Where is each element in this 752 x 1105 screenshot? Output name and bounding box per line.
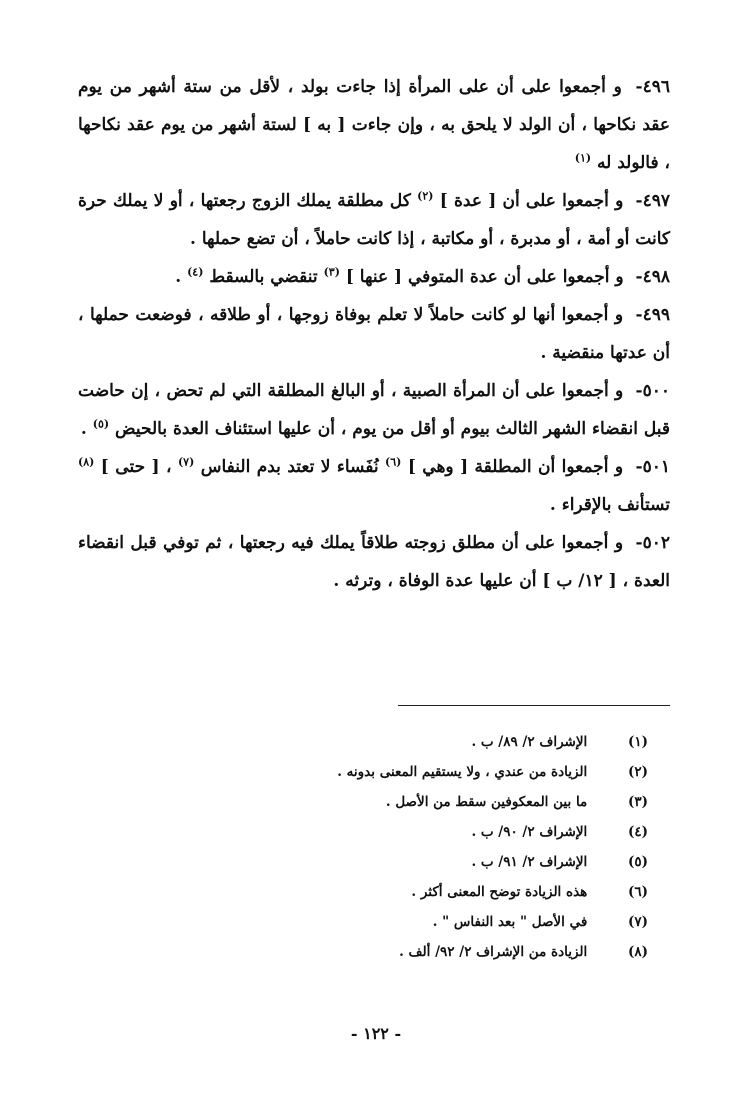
entry-text: و أجمعوا أن المطلقة [ وهي ] xyxy=(407,457,624,477)
footnote-number: (٧) xyxy=(627,914,648,930)
entry-501 xyxy=(78,448,670,524)
entry-496 xyxy=(78,68,670,182)
entry-text: ، [ حتى ] xyxy=(100,457,172,477)
footnote-ref[interactable]: (١) xyxy=(574,151,592,165)
footnote xyxy=(108,727,648,757)
entry-text: و أجمعوا على أن المرأة الصبية ، أو البالغ المطلقة التي لم تحض ، إن حاضت قبل انقضاء الشهر الثالث بيوم أو أقل من يوم ، أن عليها استئناف العدة بالحيض xyxy=(78,381,670,439)
entry-502 xyxy=(78,524,670,600)
entry-text: و أجمعوا على أن [ عدة ] xyxy=(439,191,624,211)
footnote-text: هذه الزيادة توضح المعنى أكثر . xyxy=(411,884,588,900)
footnote-text: الزيادة من عندي ، ولا يستقيم المعنى بدونه . xyxy=(337,764,588,780)
footnote-text: الإشراف ٢/ ٨٩/ ب . xyxy=(471,734,588,750)
entry-number: ٤٩٨- xyxy=(635,267,670,287)
footnote-number: (٤) xyxy=(627,824,648,840)
footnote xyxy=(108,817,648,847)
footnote-ref[interactable]: (٦) xyxy=(385,455,402,469)
entry-text: . xyxy=(80,419,87,439)
entry-text: تستأنف بالإقراء . xyxy=(549,495,670,515)
footnote-text: الإشراف ٢/ ٩٠/ ب . xyxy=(471,824,588,840)
footnote xyxy=(108,847,648,877)
entry-number: ٤٩٧- xyxy=(635,191,670,211)
footnote-number: (٢) xyxy=(627,764,648,780)
footnote-number: (٦) xyxy=(627,884,648,900)
footnote-text: الإشراف ٢/ ٩١/ ب . xyxy=(471,854,588,870)
footnote-number: (٨) xyxy=(627,944,648,960)
main-text xyxy=(78,68,670,600)
entry-text: كل مطلقة يملك الزوج رجعتها ، أو لا يملك حرة كانت أو أمة ، أو مدبرة ، أو مكاتبة ، إذا كانت حاملاً ، أن تضع حملها . xyxy=(78,191,670,249)
entry-500 xyxy=(78,372,670,448)
footnote xyxy=(108,937,648,967)
entry-number: ٤٩٦- xyxy=(635,77,671,97)
entry-number: ٥٠١- xyxy=(635,457,670,477)
entry-text: تنقضي بالسقط xyxy=(209,267,318,287)
footnote-number: (٣) xyxy=(627,794,648,810)
entry-number: ٥٠٠- xyxy=(635,381,671,401)
footnote-text: ما بين المعكوفين سقط من الأصل . xyxy=(385,794,588,810)
footnote-text: في الأصل " بعد النفاس " . xyxy=(432,914,588,930)
footnote xyxy=(108,787,648,817)
footnote xyxy=(108,757,648,787)
entry-number: ٤٩٩- xyxy=(635,305,671,325)
footnote-number: (٥) xyxy=(627,854,648,870)
page-number: - ١٢٢ - xyxy=(350,1024,402,1043)
footnote-number: (١) xyxy=(627,734,648,750)
entry-text: . xyxy=(175,267,182,287)
footnote-divider xyxy=(398,705,670,706)
entry-text: نُفَساء لا تعتد بدم النفاس xyxy=(200,457,379,477)
footnotes xyxy=(108,727,648,967)
entry-498 xyxy=(78,258,670,296)
footnote-ref[interactable]: (٣) xyxy=(323,265,340,279)
footnote-ref[interactable]: (٢) xyxy=(417,189,434,203)
entry-497 xyxy=(78,182,670,258)
entry-text: و أجمعوا أنها لو كانت حاملاً لا تعلم بوفاة زوجها ، أو طلاقه ، فوضعت حملها ، أن عدتها منقضية . xyxy=(78,305,670,363)
entry-text: و أجمعوا على أن عدة المتوفي [ عنها ] xyxy=(345,267,624,287)
entry-number: ٥٠٢- xyxy=(635,533,670,553)
footnote xyxy=(108,877,648,907)
footnote-text: الزيادة من الإشراف ٢/ ٩٢/ ألف . xyxy=(399,944,588,960)
footnote-ref[interactable]: (٨) xyxy=(78,455,95,469)
footnote-ref[interactable]: (٤) xyxy=(187,265,204,279)
entry-text: و أجمعوا على أن مطلق زوجته طلاقاً يملك فيه رجعتها ، ثم توفي قبل انقضاء العدة ، [ ١٢/ ب ] أن عليها عدة الوفاة ، وترثه . xyxy=(78,533,670,591)
footnote-ref[interactable]: (٧) xyxy=(177,455,195,469)
entry-text: و أجمعوا على أن على المرأة إذا جاءت بولد ، لأقل من ستة أشهر من يوم عقد نكاحها ، أن الولد لا يلحق به ، وإن جاءت [ به ] لستة أشهر من يوم عقد نكاحها ، فالولد له xyxy=(78,77,670,173)
footnote-ref[interactable]: (٥) xyxy=(92,417,110,431)
footnote xyxy=(108,907,648,937)
entry-499 xyxy=(78,296,670,372)
